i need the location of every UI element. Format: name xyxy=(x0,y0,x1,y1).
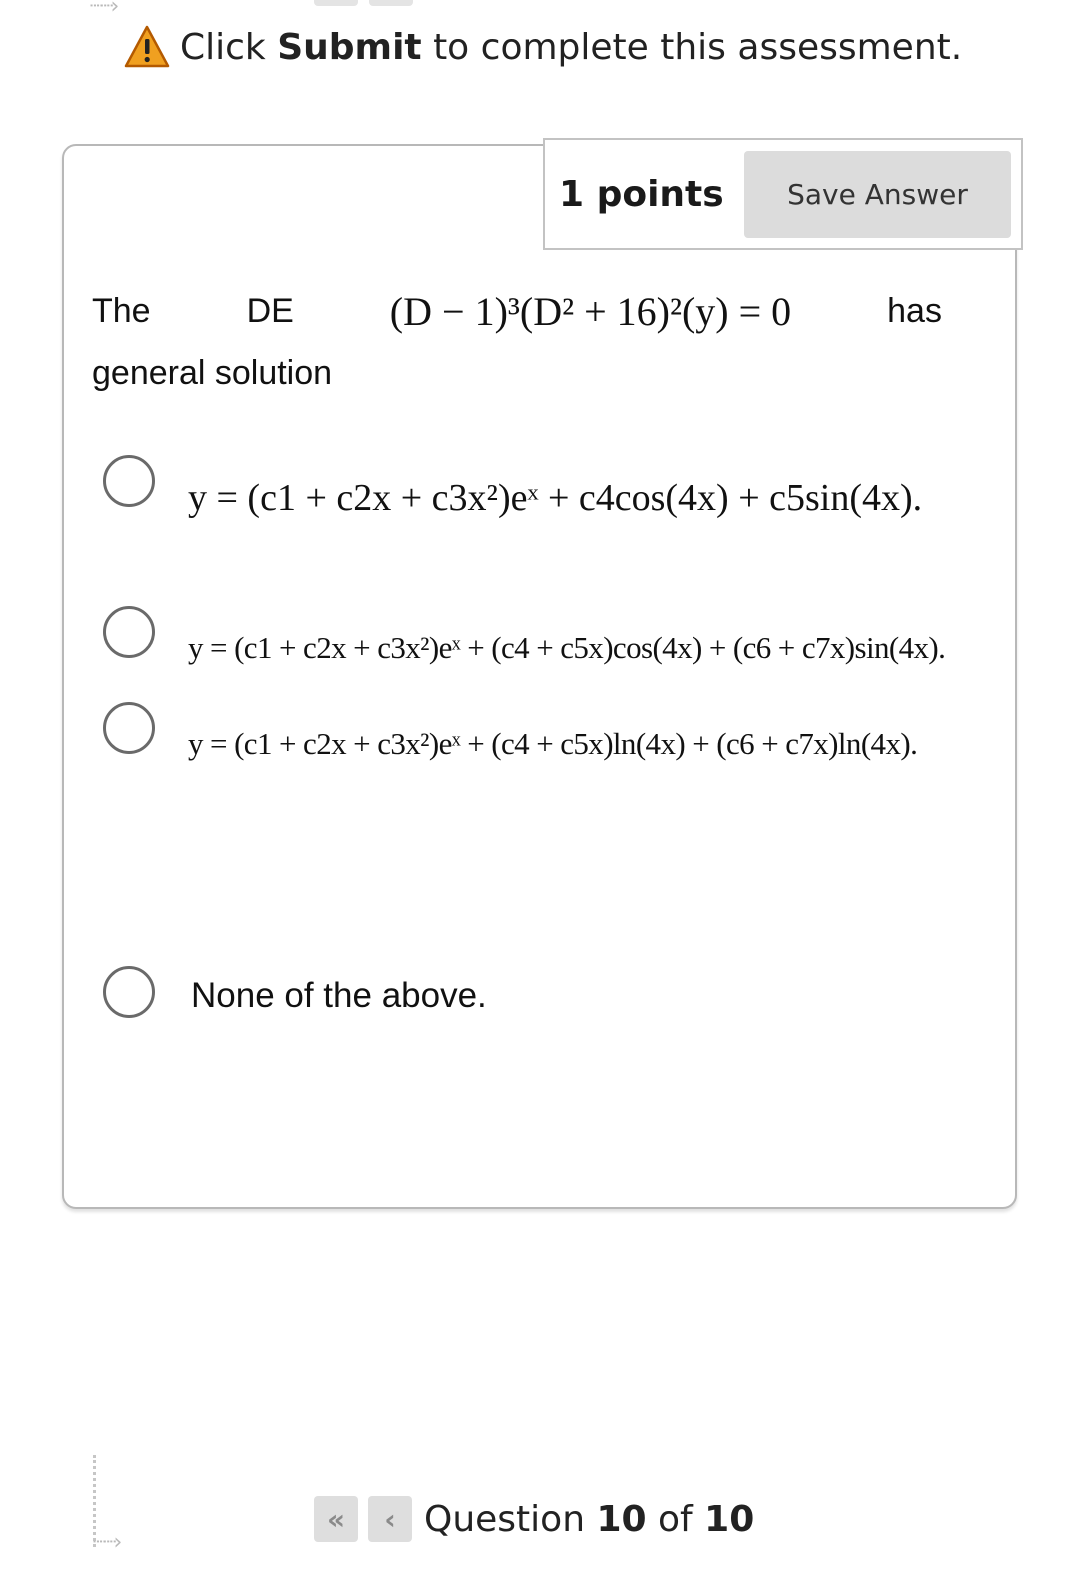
question-navigation xyxy=(314,1496,754,1542)
submit-keyword: Submit xyxy=(277,26,422,68)
submit-notice xyxy=(124,24,962,70)
option-d-label[interactable]: None of the above. xyxy=(191,976,487,1015)
points-panel xyxy=(543,138,1023,250)
submit-notice-text: Click Submit to complete this assessment. xyxy=(180,26,963,68)
top-nav-stub-2 xyxy=(369,0,413,6)
warning-icon xyxy=(124,24,170,70)
save-answer-button[interactable]: Save Answer xyxy=(744,151,1011,238)
stem-word-has: has xyxy=(887,291,942,330)
option-b-radio[interactable] xyxy=(103,606,155,658)
stem-equation: (D − 1)³(D² + 16)²(y) = 0 xyxy=(389,288,792,334)
first-question-button[interactable] xyxy=(314,1496,358,1542)
question-counter: Question 10 of 10 xyxy=(424,1498,755,1540)
points-label: 1 points xyxy=(559,173,724,215)
stem-word-de: DE xyxy=(246,291,294,330)
option-c-equation[interactable]: y = (c1 + c2x + c3x²)eˣ + (c4 + c5x)ln(4x) + (c6 + c7x)ln(4x). xyxy=(188,726,918,761)
dotted-arrow-icon: ┈┈› xyxy=(90,0,117,19)
stem-line-2: general solution xyxy=(92,353,333,392)
option-d-radio[interactable] xyxy=(103,966,155,1018)
question-stem xyxy=(92,280,942,404)
option-a-radio[interactable] xyxy=(103,455,155,507)
stem-word-the: The xyxy=(92,291,151,330)
top-nav-stub-1 xyxy=(314,0,358,6)
option-c-radio[interactable] xyxy=(103,702,155,754)
chevron-left-icon: ‹ xyxy=(384,1502,396,1536)
option-a-equation[interactable]: y = (c1 + c2x + c3x²)eˣ + c4cos(4x) + c5sin(4x). xyxy=(188,477,923,519)
dotted-arrow-bottom-icon: ┈┈› xyxy=(93,1530,120,1555)
double-chevron-left-icon: « xyxy=(326,1502,346,1536)
option-b-equation[interactable]: y = (c1 + c2x + c3x²)eˣ + (c4 + c5x)cos(4x) + (c6 + c7x)sin(4x). xyxy=(188,630,946,665)
previous-question-button[interactable] xyxy=(368,1496,412,1542)
